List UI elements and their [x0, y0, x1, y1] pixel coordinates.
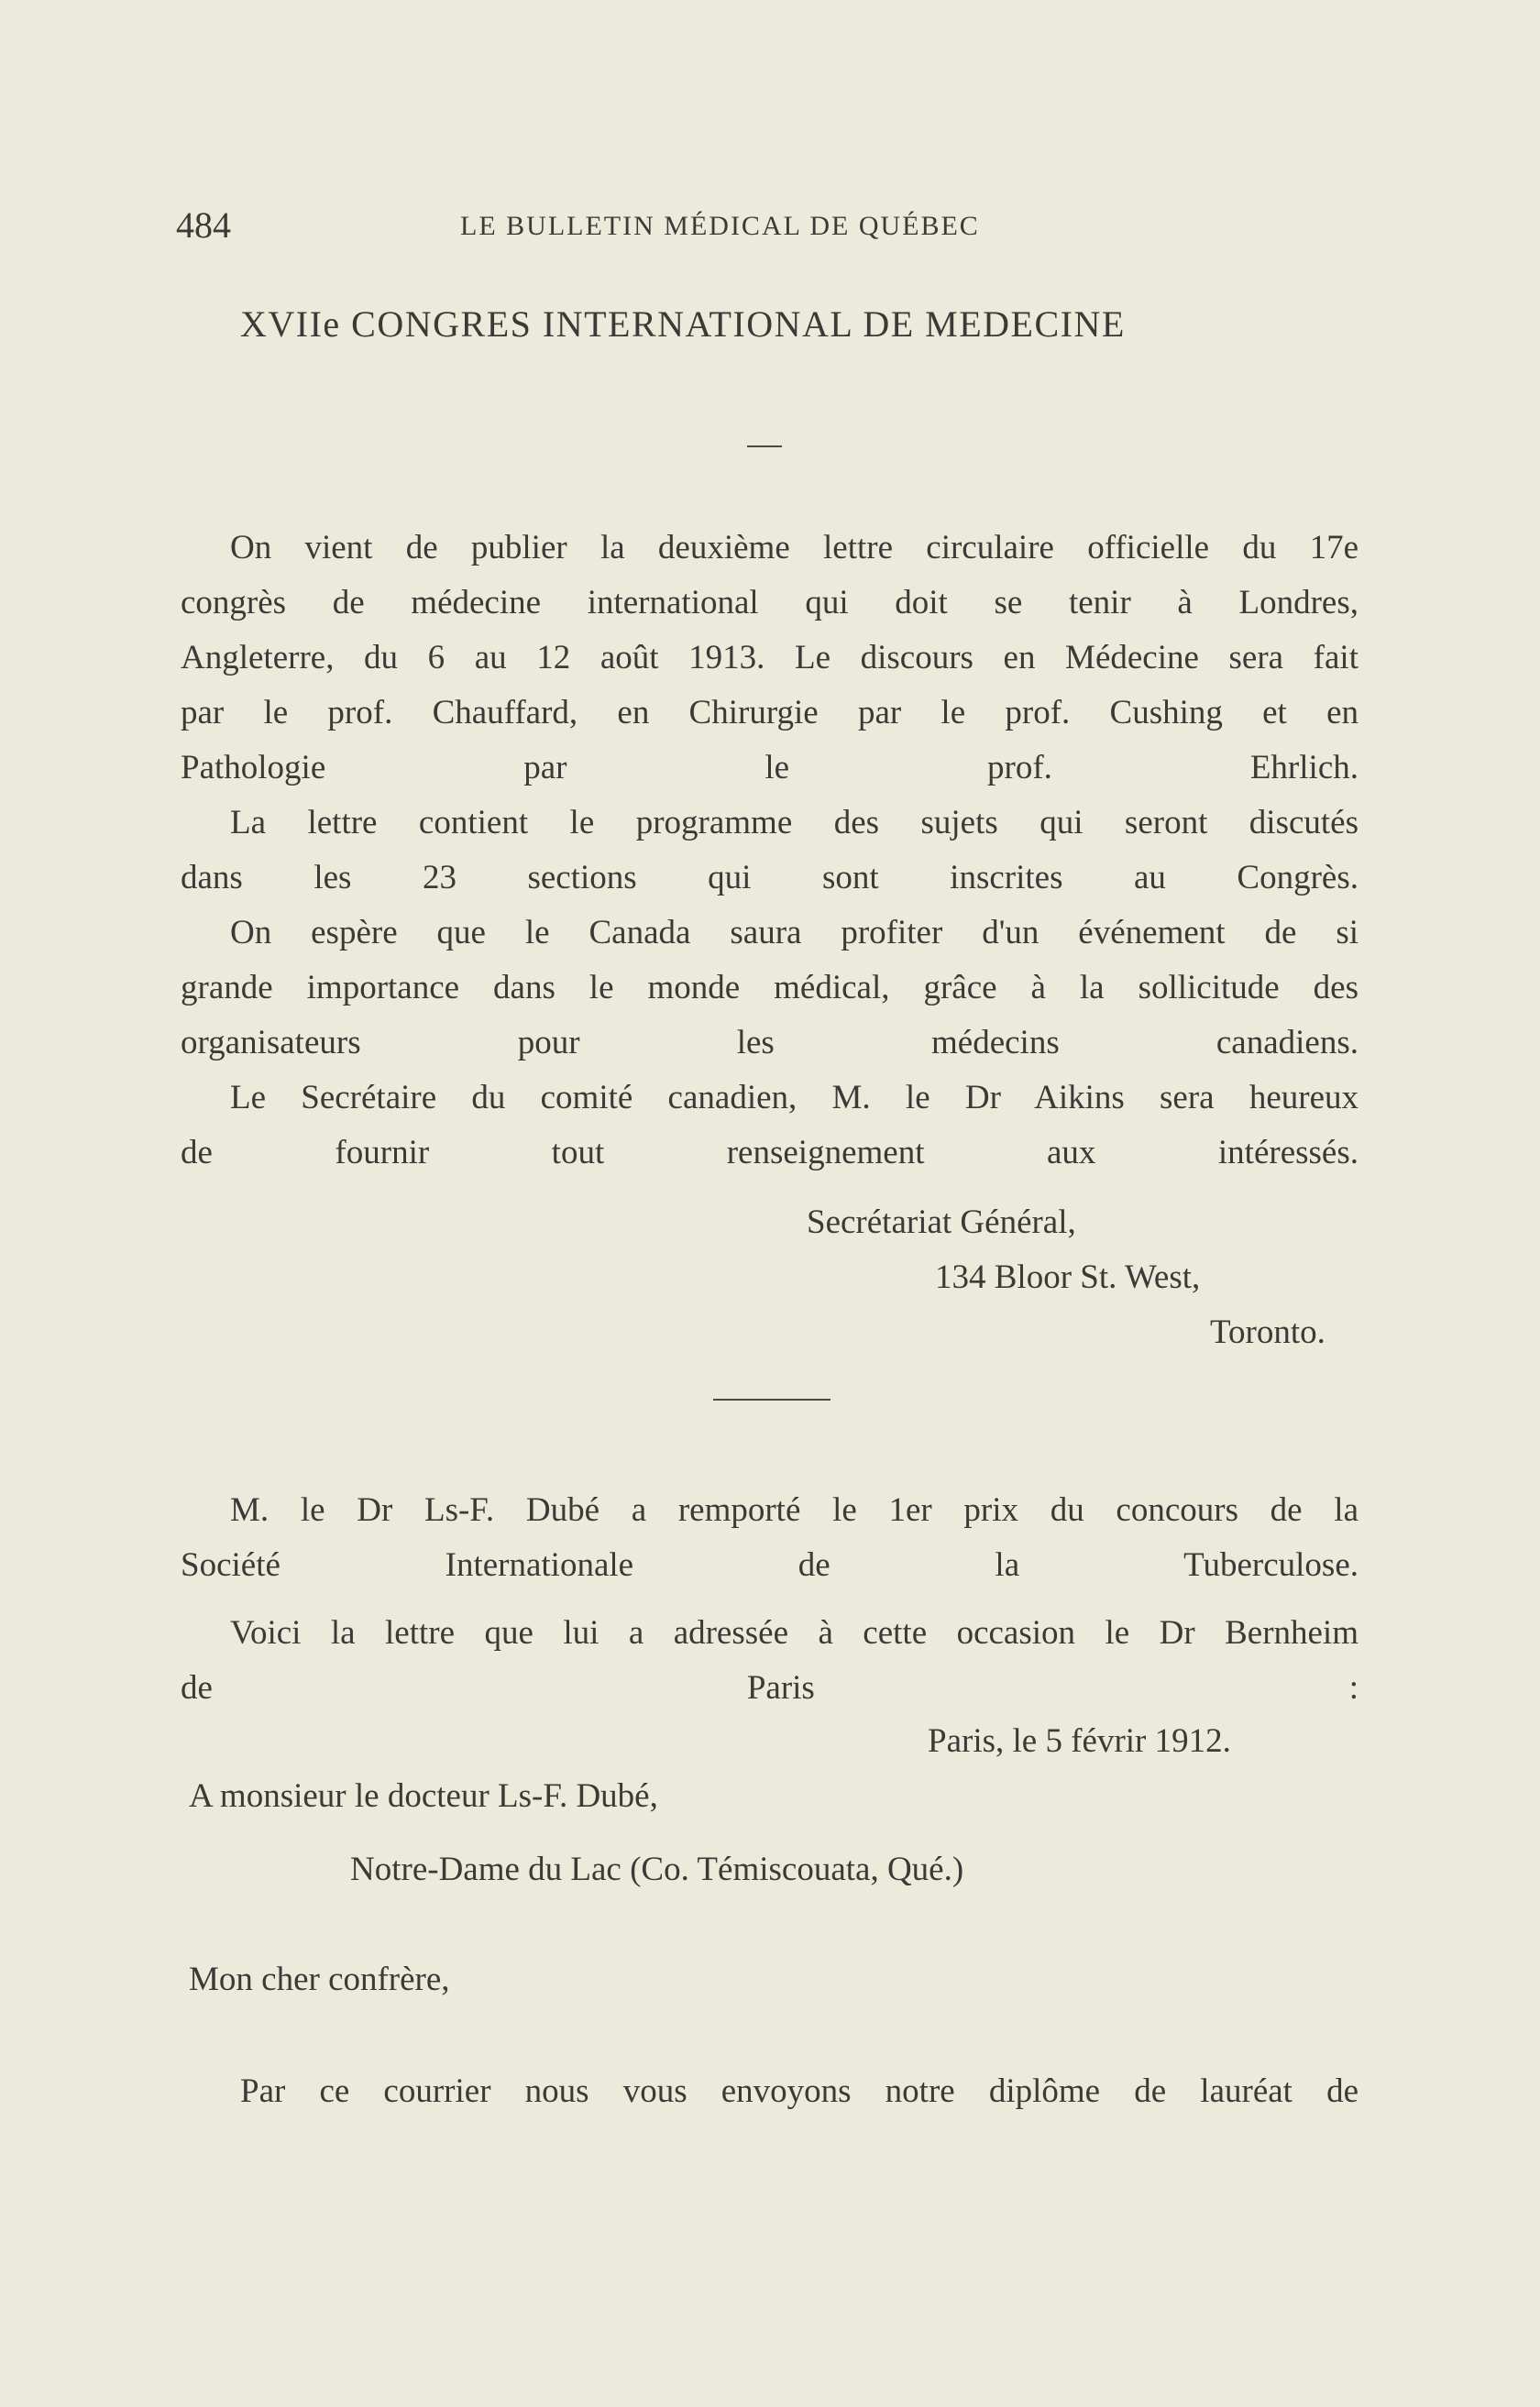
article-title: XVIIe CONGRES INTERNATIONAL DE MEDECINE	[240, 303, 1126, 345]
paragraph: On espère que le Canada saura profiter d'un événement de si grande importance dans le monde médical, grâce à la sollicitude des organisateurs pour les médecins canadiens.	[181, 914, 1358, 1061]
paragraph: Le Secrétaire du comité canadien, M. le Dr Aikins sera heureux de fournir tout renseignement aux intéressés.	[181, 1079, 1358, 1171]
short-separator	[747, 445, 782, 447]
article1-body	[181, 521, 1358, 1181]
page-header	[176, 203, 1368, 249]
running-title: LE BULLETIN MÉDICAL DE QUÉBEC	[460, 211, 980, 241]
section-separator	[713, 1399, 830, 1401]
letter-addressee: A monsieur le docteur Ls-F. Dubé,	[189, 1777, 658, 1815]
paragraph: Voici la lettre que lui a adressée à cette occasion le Dr Bernheim de Paris :	[181, 1614, 1358, 1707]
signature-line: Toronto.	[1210, 1313, 1326, 1351]
paragraph: M. le Dr Ls-F. Dubé a remporté le 1er prix du concours de la Société Internationale de la Tuberculose.	[181, 1491, 1358, 1584]
letter-address: Notre-Dame du Lac (Co. Témiscouata, Qué.)	[350, 1851, 964, 1888]
paragraph: On vient de publier la deuxième lettre circulaire officielle du 17e congrès de médecine international qui doit se tenir à Londres, Angleterre, du 6 au 12 août 1913. Le discours en Médecine sera fait par le prof. Chauffard, en Chirurgie par le prof. Cushing et en Pathologie par le prof. Ehrlich.	[181, 529, 1358, 786]
paragraph: Par ce courrier nous vous envoyons notre diplôme de lauréat de	[240, 2072, 1358, 2110]
article2-body-2	[181, 1606, 1358, 1716]
article2-body	[181, 1483, 1358, 1593]
signature-line: 134 Bloor St. West,	[935, 1258, 1201, 1296]
page-number: 484	[176, 204, 231, 246]
letter-date: Paris, le 5 févrir 1912.	[928, 1722, 1231, 1760]
letter-salutation: Mon cher confrère,	[189, 1961, 450, 1998]
signature-line: Secrétariat Général,	[807, 1204, 1076, 1241]
paragraph: La lettre contient le programme des sujets qui seront discutés dans les 23 sections qui sont inscrites au Congrès.	[181, 804, 1358, 896]
letter-body	[240, 2064, 1358, 2119]
